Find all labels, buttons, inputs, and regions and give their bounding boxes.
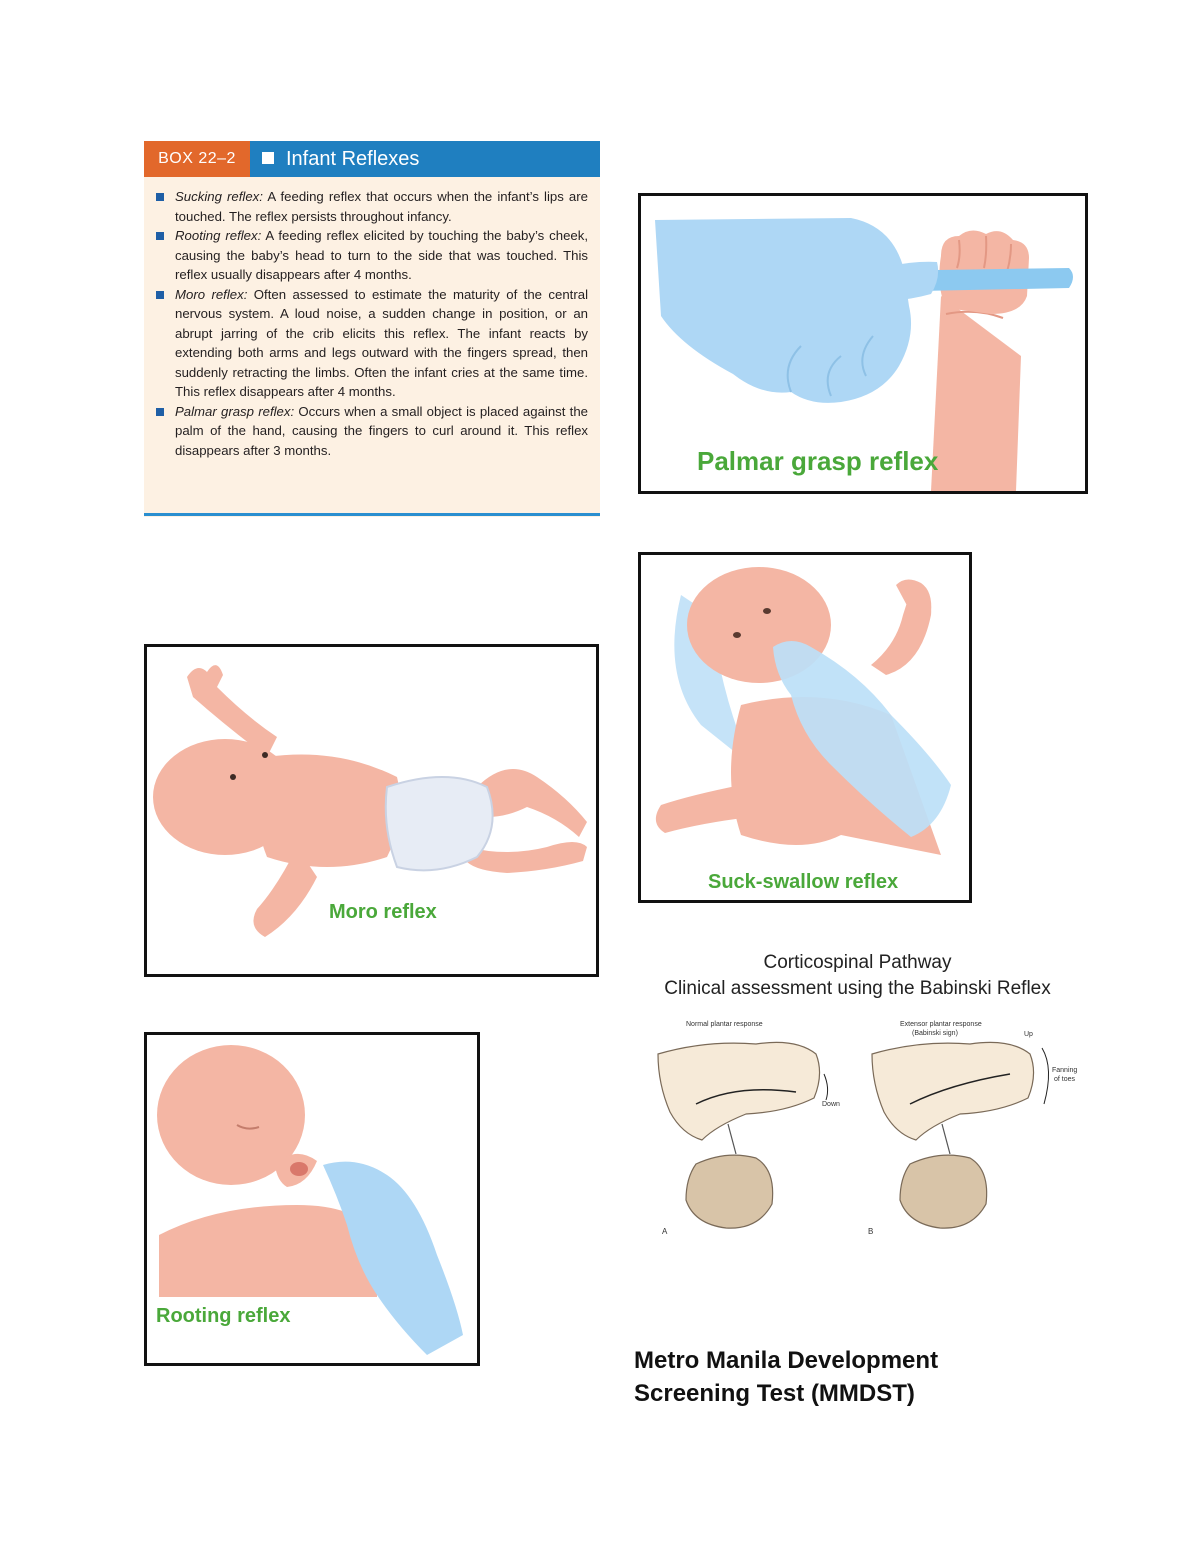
square-bullet-icon [262, 152, 274, 164]
list-item [156, 187, 588, 226]
panel-a-label: A [662, 1227, 668, 1236]
reflex-description: Occurs when a small object is placed against the palm of the hand, causing the fingers to curl around it. This reflex disappears after 3 months. [175, 403, 588, 458]
rooting-panel [144, 1032, 480, 1366]
mmdst-heading [634, 1344, 938, 1410]
down-label: Down [822, 1101, 840, 1108]
reflex-description: A feeding reflex elicited by touching the baby’s cheek, causing the baby’s head to turn to the side that was touched. This reflex usually disappears after 4 months. [175, 228, 589, 282]
suck-swallow-panel [638, 552, 972, 903]
box-title [262, 141, 419, 177]
babinski-title-line2: Clinical assessment using the Babinski Reflex [664, 978, 1051, 999]
moro-caption: Moro reflex [329, 901, 437, 923]
normal-response-label: Normal plantar response [686, 1021, 763, 1028]
extensor-response-label: Extensor plantar response [900, 1021, 982, 1028]
reflex-term: Palmar grasp reflex: [175, 403, 295, 419]
babinski-figure [646, 1014, 1086, 1250]
box-tag: BOX 22–2 [144, 141, 250, 177]
fanning-label-2: of toes [1054, 1076, 1076, 1083]
mmdst-line1: Metro Manila Development [634, 1347, 939, 1374]
list-item [156, 226, 588, 285]
mmdst-line2: Screening Test (MMDST) [634, 1380, 915, 1407]
box-title-text: Infant Reflexes [286, 148, 420, 170]
up-label: Up [1024, 1031, 1033, 1038]
list-item [156, 402, 588, 461]
reflex-list [156, 187, 588, 460]
extensor-response-sub: (Babinski sign) [912, 1030, 958, 1037]
palmar-grasp-caption: Palmar grasp reflex [697, 446, 939, 476]
reflex-description: A feeding reflex that occurs when the infant’s lips are touched. The reflex persists throughout infancy. [175, 189, 588, 224]
suck-swallow-illustration [641, 555, 969, 900]
suck-swallow-caption: Suck-swallow reflex [708, 871, 899, 893]
palmar-grasp-panel [638, 193, 1088, 494]
square-bullet-icon [156, 232, 164, 240]
reflex-description: Often assessed to estimate the maturity of the central nervous system. A loud noise, a sudden change in position, or an abrupt jarring of the crib elicits this reflex. The infant reacts by extending both arms and legs outward with the fingers spread, then suddenly retracting the limbs. Often the infant cries at the same time. This reflex disappears after 4 months. [175, 286, 589, 399]
box-bottom-rule [144, 513, 600, 516]
babinski-title [620, 950, 1095, 1002]
reflex-term: Rooting reflex: [175, 228, 262, 243]
panel-b-label: B [868, 1227, 874, 1236]
list-item [156, 285, 588, 402]
infant-reflexes-box [144, 141, 600, 517]
rooting-caption: Rooting reflex [156, 1305, 291, 1327]
reflex-term: Moro reflex: [175, 286, 248, 302]
fanning-label: Fanning [1052, 1067, 1078, 1074]
reflex-term: Sucking reflex: [175, 189, 263, 204]
square-bullet-icon [156, 291, 164, 299]
moro-illustration [147, 647, 596, 974]
babinski-title-line1: Corticospinal Pathway [763, 952, 952, 973]
square-bullet-icon [156, 193, 164, 201]
square-bullet-icon [156, 408, 164, 416]
moro-panel [144, 644, 599, 977]
